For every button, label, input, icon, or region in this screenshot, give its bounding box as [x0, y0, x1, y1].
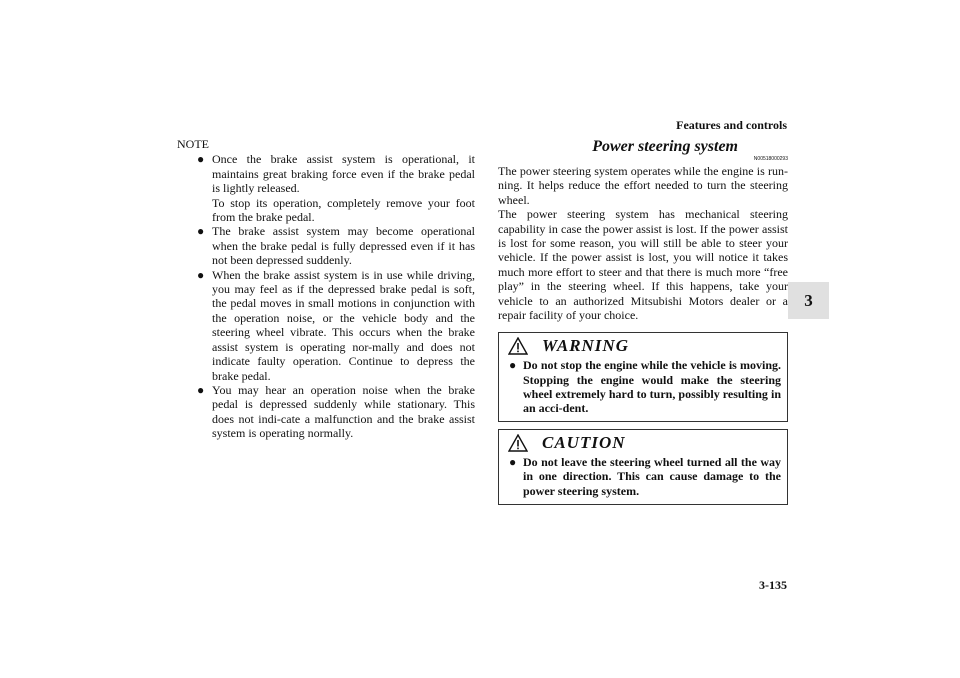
section-title: Power steering system: [592, 138, 738, 155]
bullet-icon: ●: [197, 224, 205, 239]
note-item: [177, 383, 475, 441]
note-title: NOTE: [177, 137, 209, 151]
warning-text: Do not stop the engine while the vehicle is moving. Stopping the engine would make the steering wheel extremely hard to turn, possibly resulting in an acci-dent.: [523, 358, 781, 416]
caution-item: [505, 455, 781, 498]
caution-title: CAUTION: [542, 433, 626, 453]
warning-item: [505, 358, 781, 415]
bullet-icon: ●: [197, 152, 205, 167]
body-paragraph: The power steering system operates while the engine is run-ning. It helps reduce the effort needed to turn the steering wheel.: [498, 164, 788, 207]
page-number: 3-135: [759, 578, 787, 592]
warning-title: WARNING: [542, 336, 629, 356]
running-header: Features and controls: [676, 118, 787, 132]
note-text: To stop its operation, completely remove your foot from the brake pedal.: [212, 195, 475, 225]
note-text: You may hear an operation noise when the brake pedal is depressed suddenly while stationary. This does not indi-cate a malfunction and the brake assist system is operating normally.: [212, 382, 475, 441]
note-text: The brake assist system may become operational when the brake pedal is fully depressed even if it has not been depressed suddenly.: [212, 224, 475, 268]
caution-box: [498, 429, 788, 505]
note-list: [177, 152, 475, 440]
note-item: [177, 224, 475, 267]
caution-text: Do not leave the steering wheel turned all the way in one direction. This can cause damage to the power steering system.: [523, 455, 781, 498]
power-steering-section: [498, 137, 788, 505]
note-text: When the brake assist system is in use while driving, you may feel as if the depressed brake pedal is soft, the pedal moves in small motions in conjunction with the operation noise, or the vehicle body and the steering wheel vibrate. This occurs when the brake assist system is operating nor-mally and does not indicate faulty operation. Continue to depress the brake pedal.: [212, 267, 475, 383]
bullet-icon: ●: [197, 382, 205, 397]
note-text: Once the brake assist system is operational, it maintains great braking force even if the brake pedal is lightly released.: [212, 152, 475, 196]
bullet-icon: ●: [197, 267, 205, 282]
note-item: [177, 268, 475, 383]
warning-triangle-icon: [508, 434, 528, 452]
section-code: N00518000293: [753, 156, 788, 162]
caution-header: [505, 433, 781, 453]
warning-header: [505, 336, 781, 356]
note-item: [177, 152, 475, 224]
bullet-icon: ●: [509, 455, 517, 470]
warning-triangle-icon: [508, 337, 528, 355]
bullet-icon: ●: [509, 358, 517, 373]
body-paragraph: The power steering system has mechanical steering capability in case the power assist is lost. If the power assist is lost for some reason, you will still be able to steer your vehicle. If the power assist is lost, you will notice it takes much more effort to steer and that there is much more “free play” in the steering wheel. If this happens, take your vehicle to an authorized Mitsubishi Motors dealer or a repair facility of your choice.: [498, 207, 788, 323]
warning-box: [498, 332, 788, 422]
note-block: [177, 137, 475, 441]
chapter-tab: 3: [788, 282, 829, 319]
